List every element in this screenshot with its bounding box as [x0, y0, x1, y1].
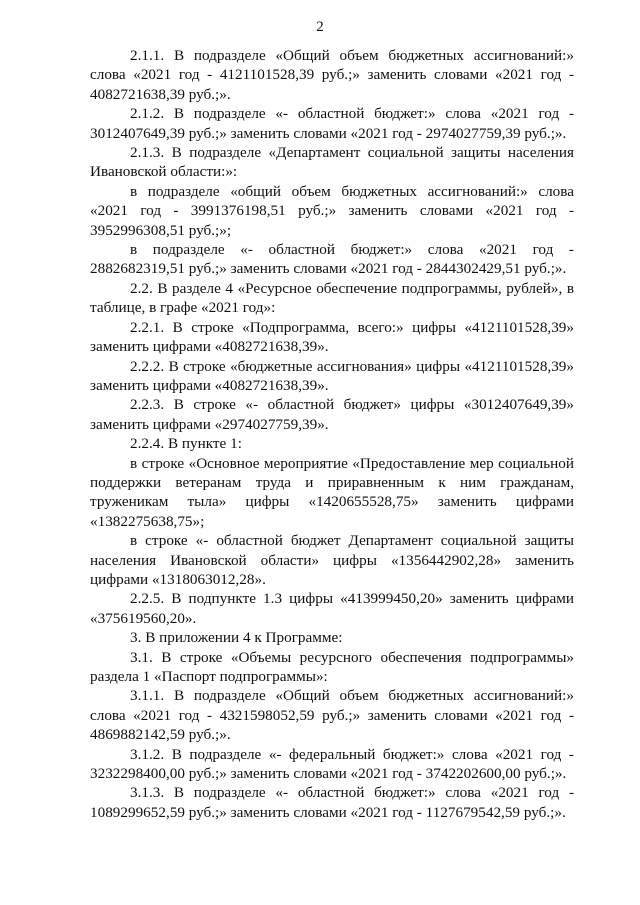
paragraph: 3.1.1. В подразделе «Общий объем бюджетных ассигнований:» слова «2021 год - 4321598052,59 руб.;» заменить словами «2021 год - 4869882142,59 руб.;». — [90, 687, 574, 744]
paragraph: 2.1.2. В подразделе «- областной бюджет:» слова «2021 год - 3012407649,39 руб.;» заменить словами «2021 год - 2974027759,39 руб.;». — [90, 105, 574, 142]
paragraph: 2.2. В разделе 4 «Ресурсное обеспечение подпрограммы, рублей», в таблице, в графе «2021 год»: — [90, 279, 574, 317]
paragraph: 2.2.3. В строке «- областной бюджет» цифры «3012407649,39» заменить цифрами «2974027759,39». — [90, 396, 574, 433]
paragraph: 3. В приложении 4 к Программе: — [130, 629, 343, 647]
paragraph: 3.1. В строке «Объемы ресурсного обеспечения подпрограммы» раздела 1 «Паспорт подпрограммы»: — [90, 648, 574, 685]
paragraph: 2.1.1. В подразделе «Общий объем бюджетных ассигнований:» слова «2021 год - 4121101528,39 руб.;» заменить словами «2021 год - 4082721638,39 руб.;». — [90, 47, 574, 103]
paragraph: в подразделе «общий объем бюджетных ассигнований:» слова «2021 год - 3991376198,51 руб.;» заменить словами «2021 год - 3952996308,51 руб.;»; — [90, 182, 574, 239]
paragraph: 3.1.2. В подразделе «- федеральный бюджет:» слова «2021 год - 3232298400,00 руб.;» заменить словами «2021 год - 3742202600,00 руб.;». — [90, 745, 574, 783]
page-number: 2 — [316, 19, 324, 35]
paragraph: в подразделе «- областной бюджет:» слова «2021 год - 2882682319,51 руб.;» заменить словами «2021 год - 2844302429,51 руб.;». — [90, 241, 574, 278]
paragraph: 2.1.3. В подразделе «Департамент социальной защиты населения Ивановской области:»: — [90, 144, 574, 181]
paragraph: в строке «- областной бюджет Департамент социальной защиты населения Ивановской области» цифры «1356442902,28» заменить цифрами «1318063012,28». — [90, 532, 574, 588]
paragraph: 2.2.2. В строке «бюджетные ассигнования» цифры «4121101528,39» заменить цифрами «4082721638,39». — [90, 357, 574, 394]
paragraph: 3.1.3. В подразделе «- областной бюджет:» слова «2021 год - 1089299652,59 руб.;» заменить словами «2021 год - 1127679542,59 руб.;». — [90, 784, 574, 821]
paragraph: 2.2.1. В строке «Подпрограмма, всего:» цифры «4121101528,39» заменить цифрами «4082721638,39». — [90, 318, 574, 356]
document-body — [90, 46, 574, 822]
paragraph: 2.2.4. В пункте 1: — [130, 435, 242, 453]
paragraph: в строке «Основное мероприятие «Предоставление мер социальной поддержки ветеранам труда и приравненным к ним гражданам, труженикам тыла» цифры «1420655528,75» заменить цифрами «1382275638,75»; — [90, 454, 574, 530]
paragraph: 2.2.5. В подпункте 1.3 цифры «413999450,20» заменить цифрами «375619560,20». — [90, 590, 574, 627]
